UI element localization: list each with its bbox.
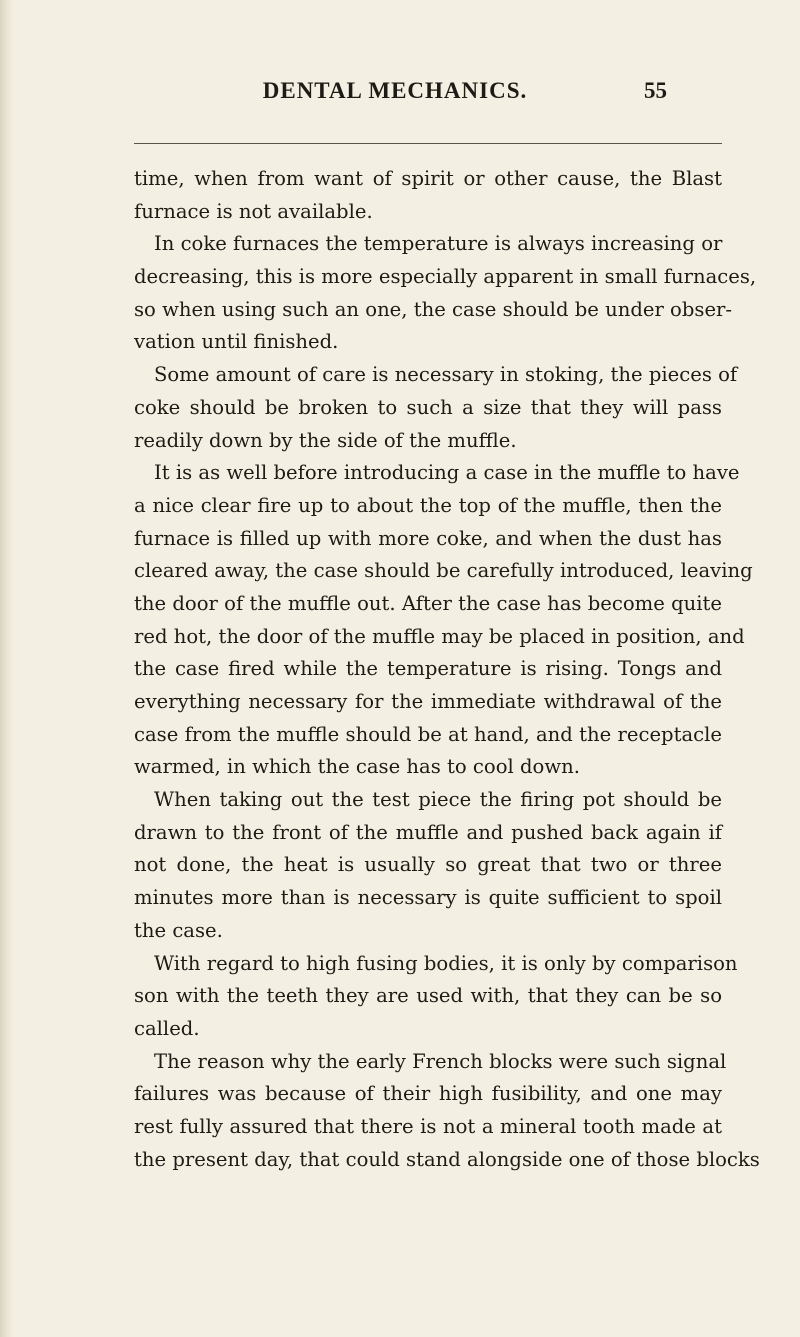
text-line: In coke furnaces the temperature is always increasing or — [154, 232, 723, 256]
body-text — [134, 163, 760, 1176]
text-line: the case. — [134, 918, 223, 942]
text-line: It is as well before introducing a case in the muffle to have — [154, 461, 740, 485]
text-line: not done, the heat is usually so great that two or three — [134, 853, 722, 877]
text-line: The reason why the early French blocks were such signal — [154, 1049, 727, 1073]
text-line: coke should be broken to such a size that they will pass — [134, 395, 722, 419]
page-binding-edge — [0, 0, 14, 1337]
text-line: called. — [134, 1016, 200, 1040]
text-line: red hot, the door of the muffle may be placed in position, and — [134, 624, 745, 648]
text-line: cleared away, the case should be carefully introduced, leaving — [134, 559, 753, 583]
text-line: so when using such an one, the case should be under obser- — [134, 297, 733, 321]
text-line: furnace is not available. — [134, 199, 373, 223]
page-number: 55 — [644, 78, 667, 103]
text-line: time, when from want of spirit or other cause, the Blast — [134, 167, 722, 190]
text-line: the door of the muffle out. After the case has become quite — [134, 591, 722, 615]
text-line: failures was because of their high fusibility, and one may — [134, 1082, 722, 1106]
text-line: warmed, in which the case has to cool down. — [134, 755, 580, 779]
text-line: drawn to the front of the muffle and pushed back again if — [134, 820, 722, 844]
text-line: With regard to high fusing bodies, it is only by comparison — [154, 951, 738, 975]
header-rule — [134, 143, 722, 144]
text-line: minutes more than is necessary is quite sufficient to spoil — [134, 886, 722, 910]
text-line: case from the muffle should be at hand, and the receptacle — [134, 722, 722, 746]
text-line: son with the teeth they are used with, that they can be so — [134, 984, 722, 1008]
text-line: Some amount of care is necessary in stoking, the pieces of — [154, 363, 738, 387]
text-line: When taking out the test piece the firing pot should be — [154, 788, 722, 812]
text-line: a nice clear fire up to about the top of the muffle, then the — [134, 493, 722, 517]
text-line: readily down by the side of the muffle. — [134, 428, 517, 452]
text-line: furnace is filled up with more coke, and when the dust has — [134, 526, 722, 550]
text-line: the case fired while the temperature is rising. Tongs and — [134, 657, 722, 681]
running-title: DENTAL MECHANICS. — [262, 78, 528, 103]
text-line: rest fully assured that there is not a mineral tooth made at — [134, 1114, 722, 1138]
page-header — [0, 78, 800, 114]
text-line: everything necessary for the immediate withdrawal of the — [134, 690, 722, 713]
text-line: vation until finished. — [134, 330, 339, 354]
text-line: decreasing, this is more especially apparent in small furnaces, — [134, 265, 757, 289]
text-line: the present day, that could stand alongside one of those blocks — [134, 1147, 760, 1171]
